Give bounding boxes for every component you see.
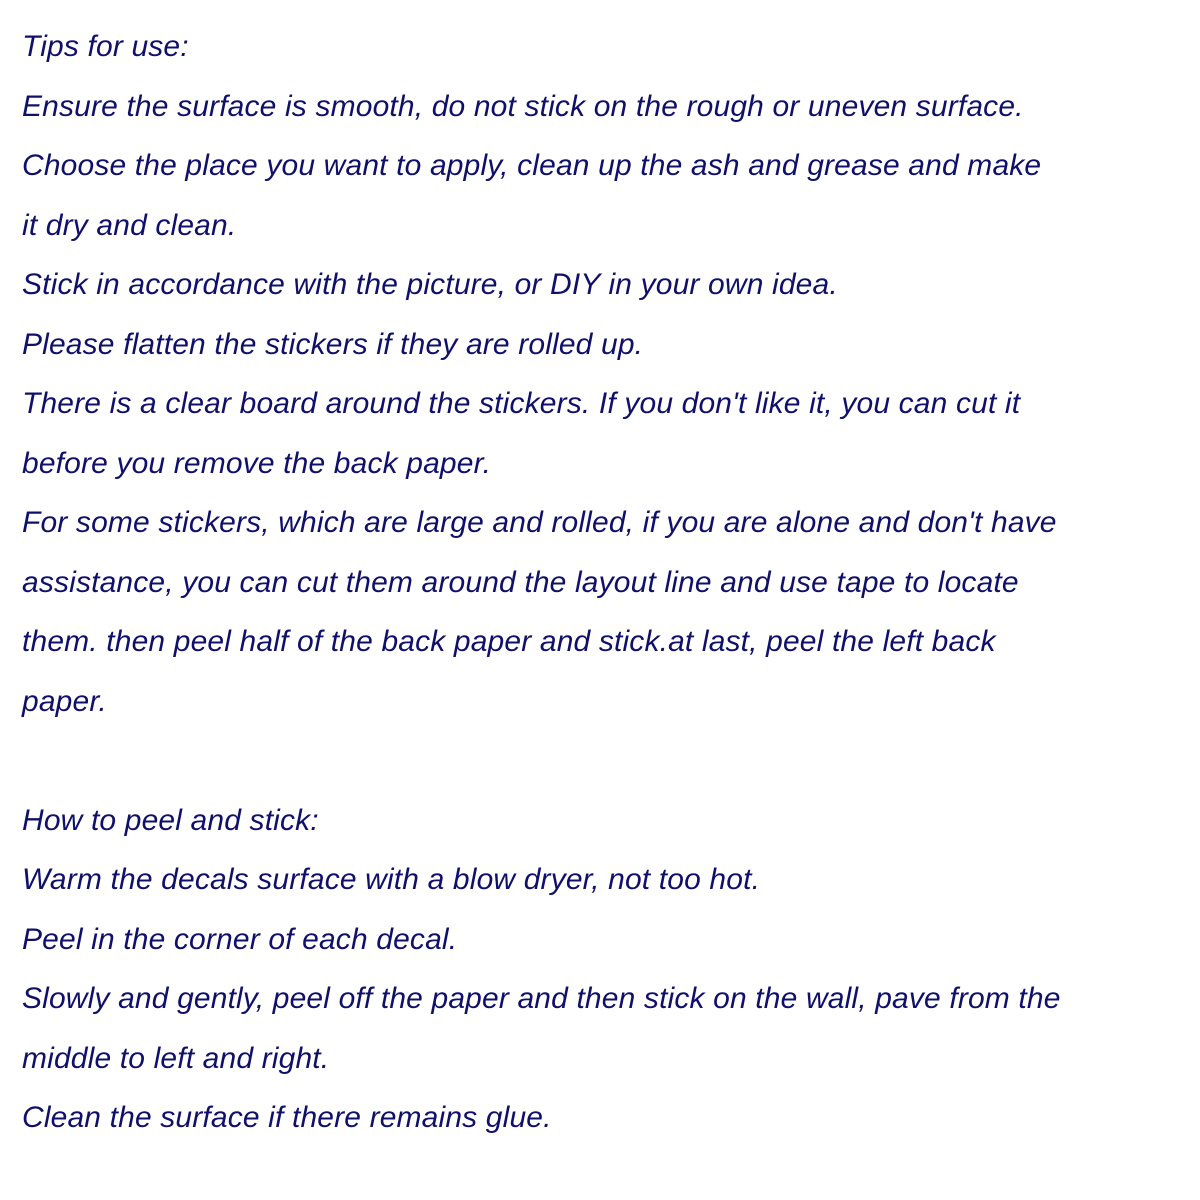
tips-line: paper. — [22, 684, 107, 718]
tips-line: For some stickers, which are large and rolled, if you are alone and don't have — [22, 506, 1057, 539]
tips-line: Stick in accordance with the picture, or DIY in your own idea. — [22, 268, 838, 301]
tips-line: before you remove the back paper. — [22, 446, 492, 480]
tips-line: assistance, you can cut them around the layout line and use tape to locate — [22, 565, 1019, 599]
peel-line: Slowly and gently, peel off the paper and then stick on the wall, pave from the — [22, 982, 1061, 1015]
peel-heading: How to peel and stick: — [22, 803, 319, 837]
tips-heading: Tips for use: — [22, 30, 189, 63]
tips-line: it dry and clean. — [22, 208, 237, 242]
peel-section — [22, 791, 1194, 1148]
tips-line: Choose the place you want to apply, clean up the ash and grease and make — [22, 149, 1042, 182]
tips-line: There is a clear board around the stickers. If you don't like it, you can cut it — [22, 387, 1021, 420]
section-gap — [22, 731, 1194, 791]
peel-line: Warm the decals surface with a blow dryer, not too hot. — [22, 863, 761, 896]
peel-line: Clean the surface if there remains glue. — [22, 1101, 552, 1134]
peel-line: Peel in the corner of each decal. — [22, 922, 458, 956]
tips-line: them. then peel half of the back paper and stick.at last, peel the left back — [22, 625, 996, 658]
instructions-document — [22, 17, 1194, 1148]
tips-line: Please flatten the stickers if they are rolled up. — [22, 327, 644, 361]
tips-line: Ensure the surface is smooth, do not stick on the rough or uneven surface. — [22, 89, 1024, 123]
peel-line: middle to left and right. — [22, 1041, 330, 1075]
tips-section — [22, 17, 1194, 731]
